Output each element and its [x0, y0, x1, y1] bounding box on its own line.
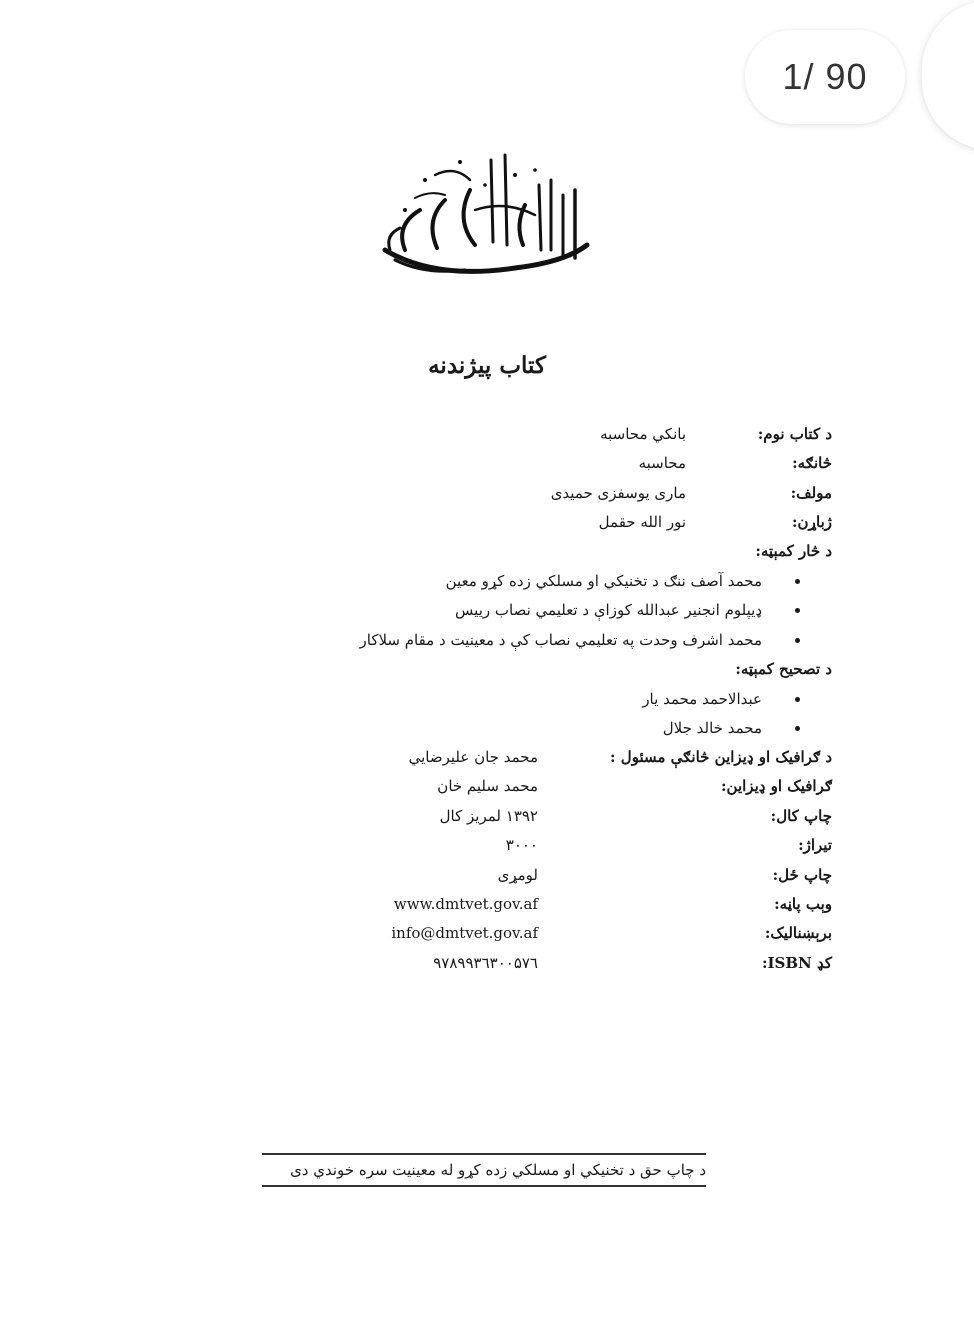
list-item-text: عبدالاحمد محمد يار	[642, 690, 762, 708]
bullet-icon	[795, 638, 800, 643]
field-value: بانكي محاسبه	[600, 425, 686, 443]
correction-committee-heading	[380, 655, 832, 683]
field-label: كډ ISBN:	[761, 954, 832, 972]
field-value: ۹۷۸۹۹۳٦۳۰۰۵۷٦	[433, 954, 538, 972]
bullet-icon	[795, 579, 800, 584]
field-row-email	[300, 919, 832, 947]
list-item-text: محمد آصف ننګ د تخنيكي او مسلكي زده کړو معين	[445, 572, 762, 590]
list-item-text: محمد خالد جلال	[662, 719, 762, 737]
field-label: څانګه:	[792, 454, 832, 472]
field-value: محاسبه	[638, 454, 686, 472]
field-row-isbn	[300, 949, 832, 977]
list-item	[300, 685, 832, 713]
bullet-icon	[795, 726, 800, 731]
field-row-book-name	[380, 420, 832, 448]
copyright-notice: د چاپ حق د تخنيكي او مسلكي زده کړو له معينيت سره خوندي دی	[262, 1153, 706, 1187]
side-nav-button[interactable]	[922, 0, 974, 150]
bullet-icon	[795, 697, 800, 702]
field-row-website	[300, 890, 832, 918]
page-counter	[745, 30, 905, 124]
field-label: وېب پاڼه:	[774, 895, 832, 913]
field-label: د ګرافيک او ډيزاين څانګې مسئول :	[610, 748, 832, 766]
email-link[interactable]: info@dmtvet.gov.af	[391, 924, 538, 942]
field-value: ۳۰۰۰	[505, 836, 538, 854]
field-label: چاپ كال:	[770, 807, 832, 825]
field-label: د څار كمېټه:	[755, 542, 832, 560]
field-label: د تصحيح كمېټه:	[735, 660, 832, 678]
field-label: د كتاب نوم:	[757, 425, 832, 443]
field-row-print-year	[300, 802, 832, 830]
field-row-print-run	[300, 831, 832, 859]
field-row-translator	[380, 508, 832, 536]
field-row-department	[380, 449, 832, 477]
list-item	[300, 714, 832, 742]
field-label: تيراژ:	[798, 836, 832, 854]
field-label: ژباړن:	[791, 513, 832, 531]
field-row-edition	[300, 861, 832, 889]
website-link[interactable]: www.dmtvet.gov.af	[393, 895, 538, 913]
field-value: لومړی	[497, 866, 538, 884]
field-row-graphics-head	[300, 743, 832, 771]
page-title: كتاب پيژندنه	[428, 352, 546, 379]
list-item	[300, 626, 832, 654]
field-value: ۱۳۹۲ لمريز كال	[439, 807, 538, 825]
page-counter-text: 1/ 90	[782, 56, 868, 97]
list-item-text: محمد اشرف وحدت په تعليمي نصاب كې د معينيت د مقام سلاكار	[359, 631, 762, 649]
list-item	[300, 596, 832, 624]
field-value: محمد سليم خان	[437, 777, 538, 795]
review-committee-heading	[380, 537, 832, 565]
field-value: ماری یوسفزی حمیدی	[550, 484, 686, 502]
field-label: ګرافيک او ډيزاين:	[721, 777, 832, 795]
field-value: نور الله حقمل	[598, 513, 686, 531]
field-label: برېښناليک:	[764, 924, 832, 942]
list-item	[300, 567, 832, 595]
list-item-text: ډيپلوم انجنير عبدالله كوزاې د تعليمي نصاب رييس	[455, 601, 762, 619]
field-row-author	[380, 479, 832, 507]
field-value: محمد جان عليرضايي	[408, 748, 538, 766]
field-label: مولف:	[790, 484, 832, 502]
field-row-graphics	[300, 772, 832, 800]
field-label: چاپ ځل:	[772, 866, 832, 884]
bullet-icon	[795, 608, 800, 613]
basmala-calligraphy	[375, 150, 595, 285]
